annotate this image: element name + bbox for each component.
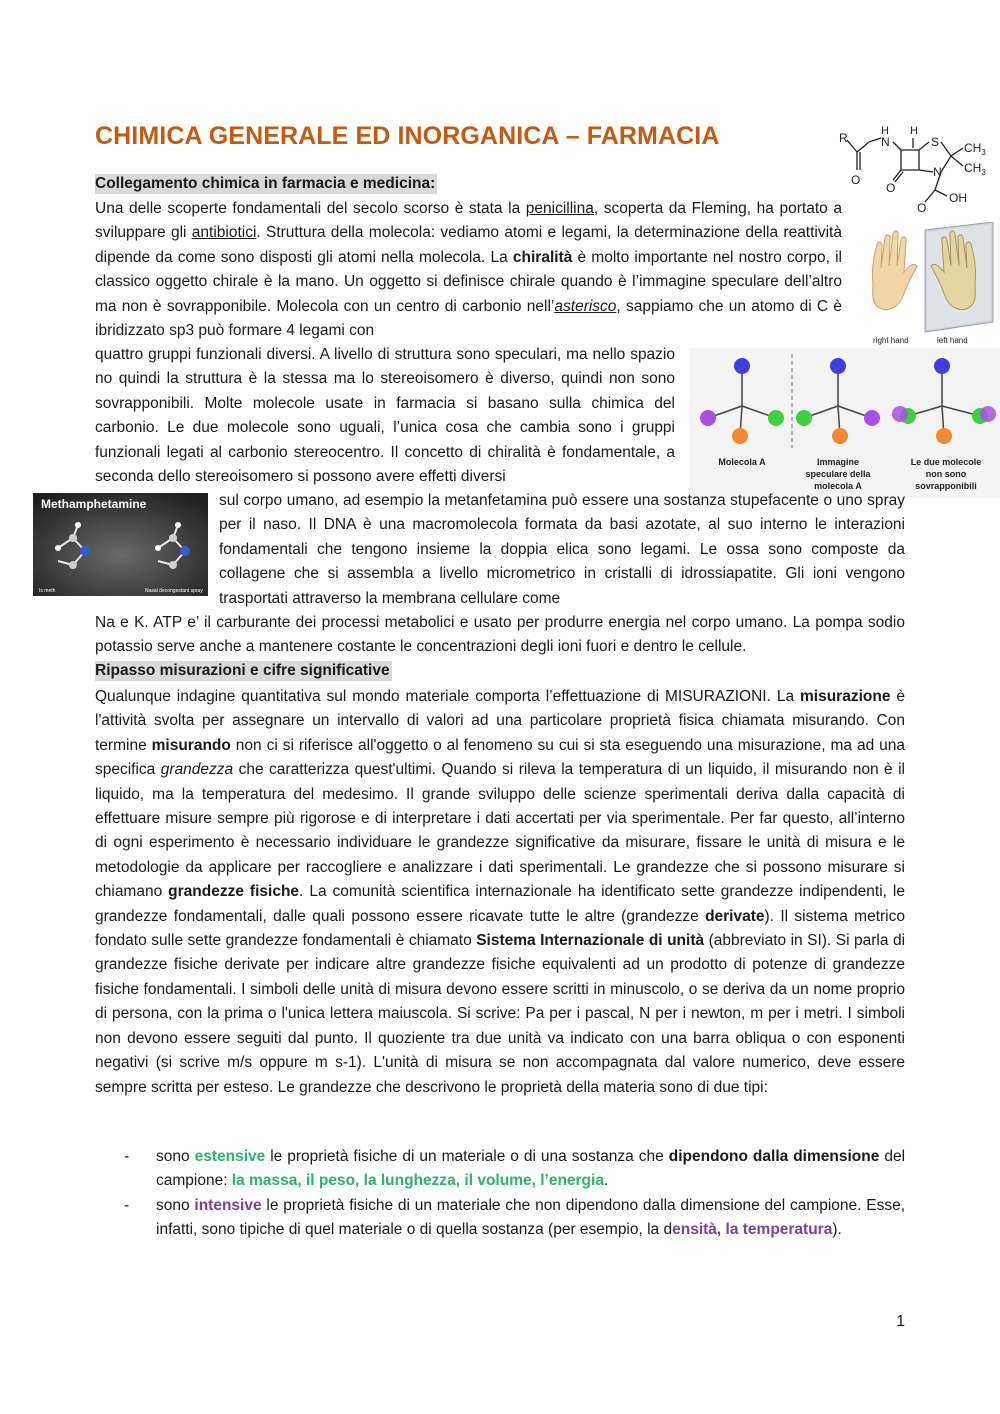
chiralita-term: chiralità bbox=[512, 248, 573, 266]
meth-left-caption: Is meth bbox=[39, 588, 56, 594]
penicillin-h-label: H bbox=[881, 125, 889, 137]
nonsup-label-3: sovrapponibili bbox=[915, 481, 977, 491]
penicillin-n-label: N bbox=[881, 135, 890, 149]
mirror-label-1: Immagine bbox=[816, 457, 860, 467]
list-item-estensive: - sono estensive le proprietà fisiche di un materiale o di una sostanza che dipendono dalla dimensione del campione: la massa, il peso, la lunghezza, il volume, l’energia. bbox=[124, 1148, 906, 1190]
paragraph-atp: Na e K. ATP e’ il carburante dei processi metabolici e usato per produrre energia nel corpo umano. La pompa sodio potassio serve anche a mantenere costante le concentrazioni degli ioni fuori e dentro le cellule. bbox=[95, 614, 905, 656]
penicillin-s-label: S bbox=[931, 135, 940, 149]
penicillin-o2-label: O bbox=[886, 181, 896, 195]
penicillina-term: penicillina bbox=[525, 200, 594, 217]
paragraph-stereoisomeri: quattro gruppi funzionali diversi. A livello di struttura sono speculari, ma nello spazio no quindi la struttura è la stessa ma lo stereoisomero è diverso, quindi non sono sovrapponibili. Molte molecole usate in farmacia si basano sulla chimica del carbonio. Le due molecole sono uguali, l’unica cosa che cambia sono i gruppi funzionali legati al carbonio stereocentro. Il concetto di chiralità è fondamentale, a seconda dello stereoisomero si possono avere effetti diversi bbox=[95, 346, 675, 486]
right-hand-label: right hand bbox=[873, 336, 909, 345]
paragraph-misurazioni: Qualunque indagine quantitativa sul mondo materiale comporta l’effettuazione di MISURAZIONI. La misurazione è l'attività svolta per assegnare un intervallo di valori ad una particolare proprietà fisica chiamata misurando. Con termine misurando non ci si riferisce all'oggetto o al fenomeno su cui si sta eseguendo una misurazione, ma ad una specifica grandezza che caratterizza quest'ultimi. Quando si rileva la temperatura di un liquido, il misurando non è il liquido, ma la temperatura del medesimo. Il grande sviluppo delle scienze sperimentali deriva dalla capacità di effettuare misure sempre più rigorose e di interpretare i dati accertati per via sperimentale. Per far questo, all’interno di ogni esperimento è necessario individuare le grandezze significative da misurare, fissare le unità di misura e le metodologie da applicare per raccogliere e analizzare i dati sperimentali. Le grandezze che si possono misurare si chiamano grandezze fisiche. La comunità scientifica internazionale ha identificato sette grandezze indipendenti, le grandezze fondamentali, dalle quali possono essere ricavate tutte le altre (grandezze derivate). Il sistema metrico fondato sulle sette grandezze fondamentali è chiamato Sistema Internazionale di unità (abbreviato in SI). Si parla di grandezze fisiche derivate per indicare altre grandezze fisiche equivalenti ad un prodotto di potenze di grandezze fisiche fondamentali. I simboli delle unità di misura devono essere scritti in minuscolo, o se deriva da un nome proprio di persona, con la prima o l'unica lettera maiuscola. Si scrive: Pa per i pascal, N per i newton, m per i metri. I simboli non devono essere seguiti dal punto. Il quoziente tra due unità va indicato con una barra obliqua o con esponenti negativi (si scrive m/s oppure m s-1). L'unità di misura se non accompagnata dal valore numerico, deve essere sempre scritta per esteso. Le grandezze che descrivono le proprietà della materia sono di due tipi: bbox=[95, 688, 906, 1096]
molecule-a-label: Molecola A bbox=[718, 457, 766, 467]
penicillin-ch3-label-a: $CH_3$ bbox=[964, 141, 986, 157]
paragraph-penicillina: Una delle scoperte fondamentali del secolo scorso è stata la penicillina, scoperta da Fleming, ha portato a sviluppare gli antibiotici. Struttura della molecola: vediamo atomi e legami, la determinazione della reattività dipende da come sono disposti gli atomi nella molecola. La chiralità è molto importante nel nostro corpo, il classico oggetto chirale è la mano. Un oggetto si definisce chirale quando è l’immagine speculare dell’altro ma non è sovrapponibile. Molecola con un centro di carbonio nell’asterisco, sappiamo che un atomo di C è ibridizzato sp3 può formare 4 legami con bbox=[95, 200, 842, 340]
asterisco-term: asterisco bbox=[554, 297, 617, 315]
section-heading-misurazioni: Ripasso misurazioni e cifre significative bbox=[95, 662, 390, 679]
mirror-label-2: speculare della bbox=[805, 469, 871, 479]
properties-list bbox=[95, 1145, 905, 1243]
chiral-molecules-figure bbox=[690, 348, 1000, 498]
penicillin-oh-label: OH bbox=[949, 191, 967, 205]
page-number: 1 bbox=[896, 1313, 905, 1330]
penicillin-n2-label: N bbox=[933, 165, 942, 179]
methamphetamine-figure bbox=[33, 493, 208, 596]
penicillin-h2-label: H bbox=[910, 125, 918, 137]
hands-mirror-figure bbox=[855, 222, 1000, 347]
left-hand-label: left hand bbox=[937, 336, 968, 345]
penicillin-ch3-label-b: $CH_3$ bbox=[964, 161, 986, 177]
meth-title: Methamphetamine bbox=[41, 497, 147, 511]
penicillin-o3-label: O bbox=[917, 201, 927, 215]
penicillin-r-label: R bbox=[839, 131, 848, 145]
page-title: CHIMICA GENERALE ED INORGANICA – FARMACIA bbox=[95, 122, 720, 150]
penicillin-structure-figure bbox=[835, 112, 995, 220]
nonsup-label-2: non sono bbox=[925, 469, 967, 479]
list-item-intensive: - sono intensive le proprietà fisiche di un materiale che non dipendono dalla dimensione del campione. Esse, infatti, sono tipiche di quel materiale o di quella sostanza (per esempio, la densità, la temperatura). bbox=[124, 1196, 906, 1239]
meth-right-caption: Nasal decongestant spray bbox=[145, 588, 203, 594]
section-heading-chimica-farmacia: Collegamento chimica in farmacia e medicina: bbox=[95, 175, 436, 192]
mirror-label-3: molecola A bbox=[814, 481, 862, 491]
nonsup-label-1: Le due molecole bbox=[910, 457, 982, 467]
paragraph-metanfetamina: sul corpo umano, ad esempio la metanfetamina può essere una sostanza stupefacente o uno spray per il naso. Il DNA è una macromolecola formata da basi azotate, al suo interno le interazioni fondamentali che tengono insieme la doppia elica sono legami. Le ossa sono composte da collagene che si assembla a livello micrometrico in cristalli di idrossiapatite. Gli ioni vengono trasportati attraverso la membrana cellulare come bbox=[219, 492, 905, 607]
antibiotici-term: antibiotici bbox=[191, 224, 257, 242]
penicillin-o-label: O bbox=[851, 173, 861, 187]
